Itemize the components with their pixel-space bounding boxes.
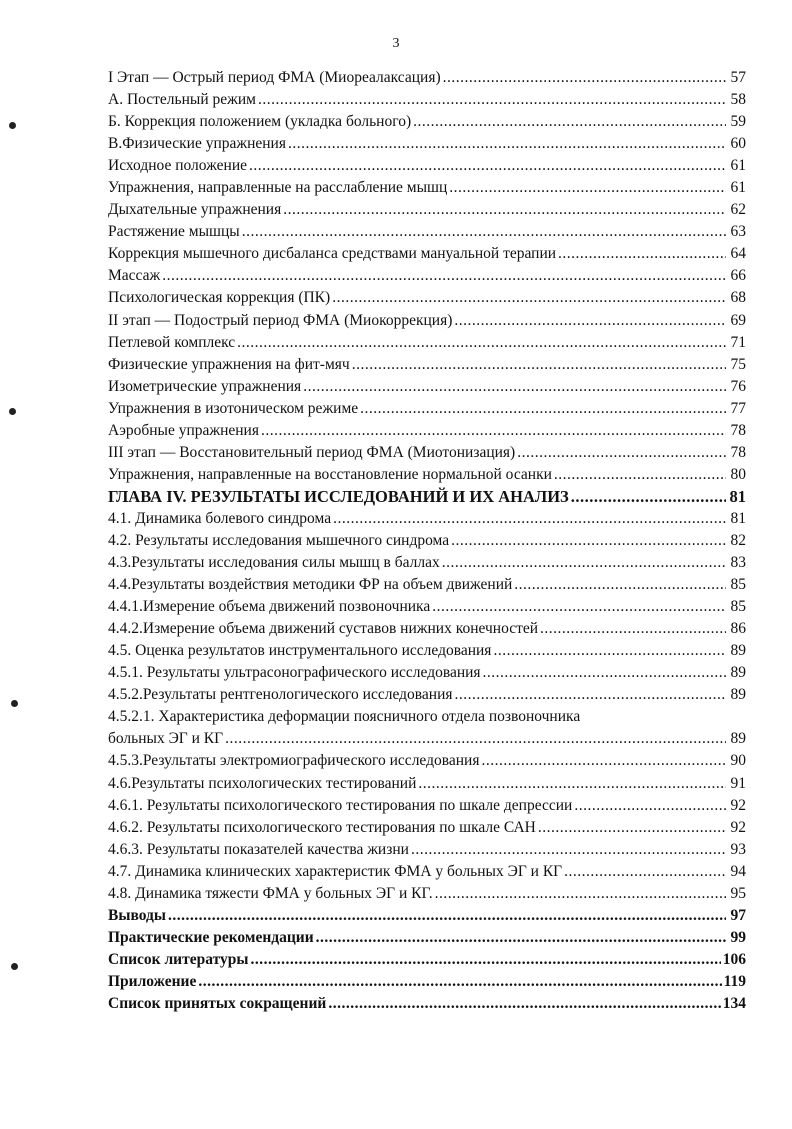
toc-entry-page: 64 [730,245,746,263]
toc-entry [108,750,746,772]
toc-entry-page: 69 [730,311,746,329]
toc-entry-page: 78 [730,421,746,439]
toc-entry-title: В.Физические упражнения [108,135,286,153]
toc-dot-leader [538,817,726,839]
toc-entry-page: 76 [730,377,746,395]
page-number: 3 [392,36,400,51]
toc-entry-page: 66 [730,267,746,285]
toc-entry [108,398,746,420]
toc-dot-leader [258,89,726,111]
toc-entry [108,971,746,993]
toc-entry [108,817,746,839]
toc-entry-page: 61 [730,179,746,197]
toc-entry-page: 59 [730,113,746,131]
toc-entry [108,927,746,949]
toc-entry [108,464,746,486]
toc-dot-leader [332,287,726,309]
toc-dot-leader [540,618,726,640]
toc-entry-page: 68 [730,289,746,307]
binding-hole-mark [11,963,18,970]
toc-entry-page: 58 [730,91,746,109]
toc-dot-leader [443,67,726,89]
toc-entry-title: Физические упражнения на фит-мяч [108,355,350,373]
toc-entry-page: 71 [730,333,746,351]
toc-entry [108,883,746,905]
toc-entry-title: 4.3.Результаты исследования силы мышц в баллах [108,554,440,572]
toc-entry-page: 99 [730,928,746,946]
toc-entry-page: 77 [730,399,746,417]
toc-dot-leader [451,530,726,552]
toc-entry-page: 92 [730,818,746,836]
toc-entry [108,221,746,243]
toc-entry-page: 57 [730,69,746,86]
toc-dot-leader [162,265,726,287]
toc-dot-leader [250,949,720,971]
toc-entry [108,199,746,221]
toc-entry-page: 106 [722,950,746,968]
toc-entry-title: 4.7. Динамика клинических характеристик ФМА у больных ЭГ и КГ [108,862,563,880]
toc-entry-title: 4.5.2.Результаты рентгенологического исследования [108,686,453,704]
toc-entry [108,332,746,354]
toc-entry [108,949,746,971]
toc-dot-leader [333,508,726,530]
toc-dot-leader [574,795,726,817]
toc-entry-page: 85 [730,576,746,594]
toc-entry [108,552,746,574]
toc-entry-page: 78 [730,443,746,461]
toc-dot-leader [242,221,726,243]
toc-dot-leader [435,883,726,905]
toc-entry-title: I Этап — Острый период ФМА (Миореалаксация) [108,69,441,86]
toc-dot-leader [249,155,726,177]
toc-entry [108,574,746,596]
toc-dot-leader [571,486,726,508]
toc-entry-title: Дыхательные упражнения [108,201,282,219]
toc-entry-title: 4.6.2. Результаты психологического тестирования по шкале САН [108,818,536,836]
toc-entry-title: Изометрические упражнения [108,377,302,395]
toc-entry-title: Петлевой комплекс [108,333,236,351]
toc-entry-title: Практические рекомендации [108,928,314,946]
toc-entry [108,662,746,684]
toc-entry-title: ГЛАВА IV. РЕЗУЛЬТАТЫ ИССЛЕДОВАНИЙ И ИХ АНАЛИЗ [108,486,569,506]
toc-entry [108,442,746,464]
toc-entry [108,861,746,883]
toc-entry-title: А. Постельный режим [108,91,256,109]
toc-dot-leader [288,133,726,155]
toc-entry [108,133,746,155]
toc-dot-leader [564,861,726,883]
toc-entry [108,530,746,552]
toc-entry-title: Коррекция мышечного дисбаланса средствами мануальной терапии [108,245,557,263]
toc-entry-title: 4.5.2.1. Характеристика деформации поясничного отдела позвоночника [108,708,581,726]
toc-entry-page: 61 [730,157,746,175]
toc-entry-page: 89 [730,664,746,682]
toc-entry [108,310,746,332]
toc-dot-leader [168,905,726,927]
toc-entry-page: 89 [730,642,746,660]
toc-dot-leader [316,927,726,949]
toc-entry-title: Список принятых сокращений [108,994,327,1012]
toc-entry-title: Растяжение мышцы [108,223,240,241]
toc-entry-title: 4.4.Результаты воздействия методики ФР на объем движений [108,576,513,594]
toc-entry-title: 4.6.1. Результаты психологического тестирования по шкале депрессии [108,796,573,814]
toc-entry-page: 63 [730,223,746,241]
toc-entry-title: Список литературы [108,950,249,968]
toc-entry [108,486,746,508]
toc-entry-title: Б. Коррекция положением (укладка больного) [108,113,412,131]
toc-entry-page: 62 [730,201,746,219]
toc-entry-page: 83 [730,554,746,572]
table-of-contents [108,67,746,1015]
toc-entry-page: 134 [722,994,746,1012]
toc-entry-page: 89 [730,730,746,748]
toc-entry [108,354,746,376]
toc-entry [108,684,746,706]
toc-entry [108,111,746,133]
toc-entry-page: 86 [730,620,746,638]
toc-dot-leader [483,662,726,684]
toc-entry [108,706,746,728]
toc-entry-page: 75 [730,355,746,373]
toc-entry [108,905,746,927]
toc-entry-page: 95 [730,884,746,902]
toc-entry-title: 4.4.2.Измерение объема движений суставов нижних конечностей [108,620,539,638]
toc-entry-page: 90 [730,752,746,770]
toc-dot-leader [237,332,726,354]
toc-entry [108,596,746,618]
toc-entry-title: Приложение [108,972,197,990]
toc-entry-page: 82 [730,531,746,549]
toc-entry-title: 4.1. Динамика болевого синдрома [108,509,332,527]
toc-entry [108,773,746,795]
toc-entry-page: 94 [730,862,746,880]
toc-entry [108,728,746,750]
toc-dot-leader [303,376,726,398]
toc-dot-leader [411,839,726,861]
toc-entry-title: 4.8. Динамика тяжести ФМА у больных ЭГ и КГ. [108,884,433,902]
toc-entry [108,155,746,177]
toc-entry-title: Исходное положение [108,157,248,175]
toc-entry-page: 91 [730,774,746,792]
toc-entry-title: 4.6.3. Результаты показателей качества жизни [108,840,409,858]
toc-entry-title: 4.5.3.Результаты электромиографического исследования [108,752,480,770]
binding-hole-mark [9,122,16,129]
toc-entry [108,376,746,398]
toc-entry-title: II этап — Подострый период ФМА (Миокоррекция) [108,311,453,329]
toc-entry [108,993,746,1015]
toc-dot-leader [225,728,726,750]
binding-hole-mark [9,408,16,415]
toc-dot-leader [558,243,726,265]
toc-entry [108,287,746,309]
toc-dot-leader [449,177,726,199]
toc-entry-title: больных ЭГ и КГ [108,730,224,748]
toc-dot-leader [198,971,721,993]
toc-entry-title: Упражнения, направленные на восстановление нормальной осанки [108,465,552,483]
toc-dot-leader [352,354,726,376]
toc-entry-title: Упражнения, направленные на расслабление мышц [108,179,448,197]
toc-entry-page: 89 [730,686,746,704]
toc-dot-leader [360,398,726,420]
toc-entry-title: Упражнения в изотоническом режиме [108,399,359,417]
toc-entry-title: 4.5. Оценка результатов инструментального исследования [108,642,492,660]
toc-dot-leader [432,596,726,618]
toc-entry-title: Массаж [108,267,161,285]
toc-entry [108,265,746,287]
toc-entry [108,67,746,89]
toc-dot-leader [493,640,726,662]
toc-entry-title: 4.5.1. Результаты ультрасонографического исследования [108,664,481,682]
toc-entry-page: 97 [730,906,746,924]
toc-entry-title: Психологическая коррекция (ПК) [108,289,331,307]
toc-dot-leader [413,111,726,133]
toc-entry [108,839,746,861]
toc-entry [108,177,746,199]
toc-entry-page: 81 [730,509,746,527]
toc-entry-page: 93 [730,840,746,858]
toc-entry-title: 4.4.1.Измерение объема движений позвоночника [108,598,431,616]
toc-dot-leader [328,993,720,1015]
toc-dot-leader [283,199,726,221]
toc-entry-page: 60 [730,135,746,153]
toc-dot-leader [442,552,726,574]
toc-entry-page: 85 [730,598,746,616]
toc-entry [108,640,746,662]
toc-entry-title: 4.2. Результаты исследования мышечного синдрома [108,531,450,549]
toc-entry-page: 80 [730,465,746,483]
toc-dot-leader [554,464,726,486]
toc-dot-leader [418,773,726,795]
binding-hole-mark [11,700,18,707]
toc-entry [108,420,746,442]
toc-entry [108,795,746,817]
toc-entry-page: 119 [723,972,746,990]
toc-entry-page: 81 [729,486,746,506]
toc-dot-leader [261,420,726,442]
toc-entry [108,618,746,640]
toc-entry-title: Аэробные упражнения [108,421,259,439]
toc-entry [108,89,746,111]
toc-dot-leader [517,442,726,464]
toc-entry-title: Выводы [108,906,166,924]
toc-dot-leader [481,750,726,772]
toc-dot-leader [454,310,726,332]
toc-entry-title: III этап — Восстановительный период ФМА (Миотонизация) [108,443,516,461]
toc-entry-title: 4.6.Результаты психологических тестирований [108,774,417,792]
toc-entry [108,243,746,265]
toc-entry-page: 92 [730,796,746,814]
toc-entry [108,508,746,530]
toc-dot-leader [455,684,727,706]
toc-dot-leader [514,574,726,596]
